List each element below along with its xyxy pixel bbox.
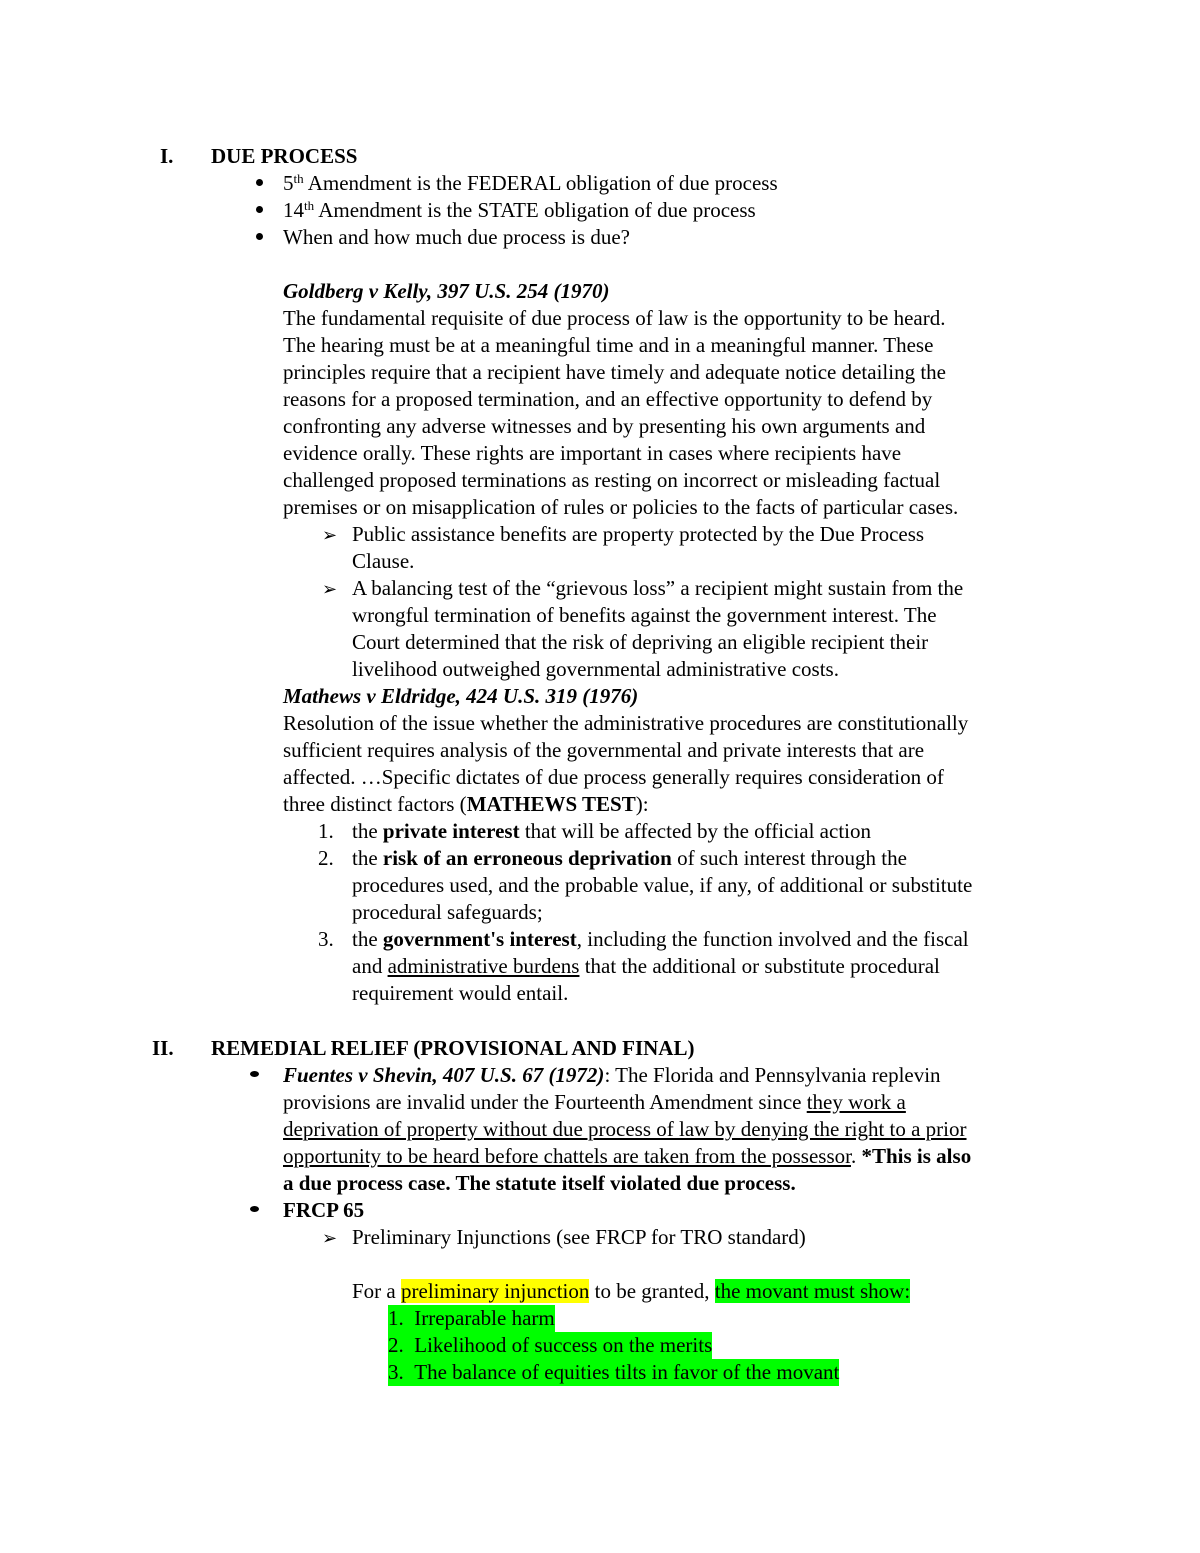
goldberg-text-line: reasons for a proposed termination, and an effective opportunity to defend by (283, 387, 933, 411)
bullet-when-how-much: When and how much due process is due? (283, 225, 630, 249)
preliminary-injunction-intro: For a preliminary injunction to be granted, the movant must show: (352, 1279, 911, 1303)
requirement-item: 1. Irreparable harm (388, 1306, 555, 1330)
bullet-icon (250, 1071, 259, 1077)
mathews-text-line: sufficient requires analysis of the governmental and private interests that are (283, 738, 925, 762)
factor-number: 2. (318, 846, 334, 870)
frcp-sub-item: Preliminary Injunctions (see FRCP for TRO standard) (352, 1225, 806, 1249)
fuentes-line: opportunity to be heard before chattels are taken from the possessor. *This is also (283, 1144, 972, 1168)
goldberg-text-line: confronting any adverse witnesses and by presenting his own arguments and (283, 414, 926, 438)
case-title-goldberg: Goldberg v Kelly, 397 U.S. 254 (1970) (283, 279, 610, 303)
mathews-text-line: affected. …Specific dictates of due process generally requires consideration of (283, 765, 944, 789)
goldberg-point-2-line: A balancing test of the “grievous loss” a recipient might sustain from the (352, 576, 964, 600)
section-1-heading: DUE PROCESS (211, 144, 358, 168)
fuentes-line: provisions are invalid under the Fourteenth Amendment since they work a (283, 1090, 906, 1114)
goldberg-point-1-line: Clause. (352, 549, 415, 573)
mathews-factor-3-line: requirement would entail. (352, 981, 569, 1005)
requirement-item: 3. The balance of equities tilts in favor of the movant (388, 1360, 840, 1384)
frcp-label: FRCP 65 (283, 1198, 365, 1222)
section-2-heading: REMEDIAL RELIEF (PROVISIONAL AND FINAL) (211, 1036, 695, 1060)
section-1-numeral: I. (160, 144, 174, 168)
goldberg-point-1-line: Public assistance benefits are property protected by the Due Process (352, 522, 925, 546)
arrow-bullet-icon: ➢ (322, 1228, 338, 1249)
requirement-item: 2. Likelihood of success on the merits (388, 1333, 713, 1357)
fuentes-line: deprivation of property without due process of law by denying the right to a prior (283, 1117, 967, 1141)
goldberg-text-line: evidence orally. These rights are important in cases where recipients have (283, 441, 902, 465)
bullet-icon (256, 206, 263, 213)
goldberg-text-line: principles require that a recipient have timely and adequate notice detailing the (283, 360, 946, 384)
goldberg-text-line: The hearing must be at a meaningful time and in a meaningful manner. These (283, 333, 934, 357)
mathews-factor-2: the risk of an erroneous deprivation of such interest through the (352, 846, 907, 870)
goldberg-text-line: The fundamental requisite of due process of law is the opportunity to be heard. (283, 306, 946, 330)
mathews-text-line: Resolution of the issue whether the administrative procedures are constitutionally (283, 711, 969, 735)
fuentes-line: Fuentes v Shevin, 407 U.S. 67 (1972): The Florida and Pennsylvania replevin (283, 1063, 941, 1087)
mathews-factor-2-line: procedural safeguards; (352, 900, 543, 924)
arrow-bullet-icon: ➢ (322, 525, 338, 546)
bullet-icon (250, 1206, 259, 1212)
mathews-text-line: three distinct factors (MATHEWS TEST): (283, 792, 649, 816)
arrow-bullet-icon: ➢ (322, 579, 338, 600)
goldberg-text-line: premises or on misapplication of rules or policies to the facts of particular cases. (283, 495, 959, 519)
bullet-icon (256, 179, 263, 186)
mathews-factor-1: the private interest that will be affected by the official action (352, 819, 871, 843)
mathews-factor-3-line: and administrative burdens that the additional or substitute procedural (352, 954, 940, 978)
section-2-numeral: II. (152, 1036, 174, 1060)
bullet-5th-amendment: 5th Amendment is the FEDERAL obligation of due process (283, 171, 778, 195)
fuentes-line: a due process case. The statute itself violated due process. (283, 1171, 796, 1195)
bullet-14th-amendment: 14th Amendment is the STATE obligation of due process (283, 198, 756, 222)
mathews-factor-2-line: procedures used, and the probable value, if any, of additional or substitute (352, 873, 973, 897)
bullet-icon (256, 233, 263, 240)
factor-number: 1. (318, 819, 334, 843)
factor-number: 3. (318, 927, 334, 951)
goldberg-point-2-line: Court determined that the risk of depriving an eligible recipient their (352, 630, 929, 654)
goldberg-point-2-line: livelihood outweighed governmental administrative costs. (352, 657, 839, 681)
goldberg-text-line: challenged proposed terminations as resting on incorrect or misleading factual (283, 468, 941, 492)
case-title-mathews: Mathews v Eldridge, 424 U.S. 319 (1976) (283, 684, 639, 708)
mathews-factor-3: the government's interest, including the function involved and the fiscal (352, 927, 969, 951)
goldberg-point-2-line: wrongful termination of benefits against the government interest. The (352, 603, 937, 627)
